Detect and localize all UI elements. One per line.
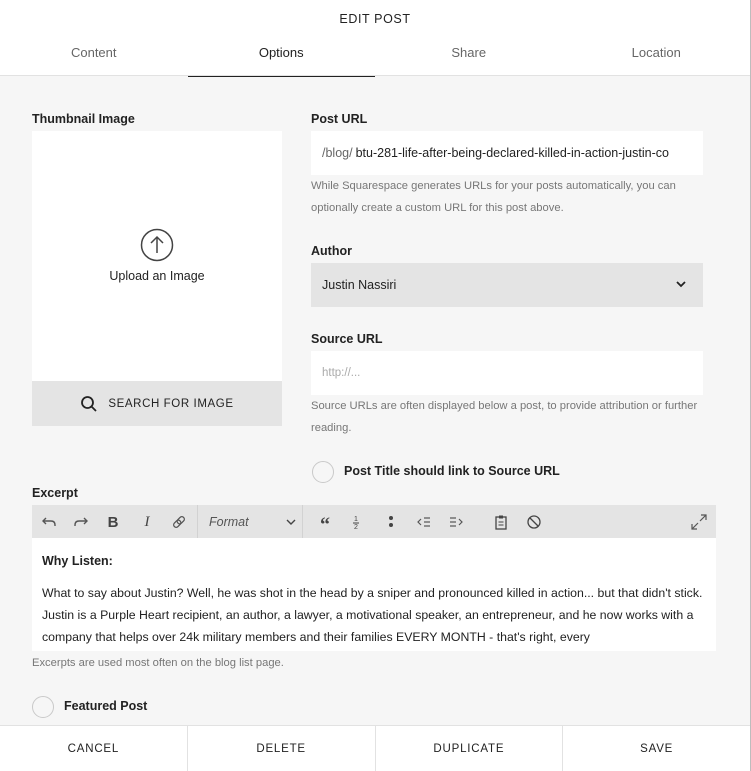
post-url-help: While Squarespace generates URLs for your posts automatically, you can optionally create a custom URL for this post above. <box>311 180 676 214</box>
excerpt-editor[interactable] <box>32 538 716 651</box>
tab-share[interactable]: Share <box>451 45 487 60</box>
author-label: Author <box>311 244 352 258</box>
excerpt-toolbar <box>32 505 716 538</box>
excerpt-help: Excerpts are used most often on the blog list page. <box>32 657 284 669</box>
author-select[interactable] <box>311 263 703 307</box>
upload-image-text: Upload an Image <box>109 269 205 283</box>
dialog-footer <box>0 725 750 771</box>
search-for-image-button[interactable] <box>32 381 282 426</box>
post-url-field[interactable] <box>311 131 703 175</box>
thumbnail-label: Thumbnail Image <box>32 112 135 126</box>
undo-icon[interactable] <box>40 513 58 531</box>
thumbnail-upload-area[interactable] <box>32 131 282 381</box>
source-url-help: Source URLs are often displayed below a post, to provide attribution or further reading. <box>311 400 698 434</box>
tab-location[interactable]: Location <box>631 45 681 60</box>
paste-clipboard-icon[interactable] <box>492 513 510 531</box>
tab-content[interactable]: Content <box>70 45 117 60</box>
tab-bar <box>0 36 750 76</box>
outdent-icon[interactable] <box>415 513 433 531</box>
blockquote-icon[interactable]: “ <box>320 514 330 536</box>
dialog-header <box>0 0 750 76</box>
format-select[interactable] <box>197 505 302 538</box>
dialog-title: EDIT POST <box>339 12 411 26</box>
link-icon[interactable] <box>170 513 188 531</box>
duplicate-button[interactable]: DUPLICATE <box>376 726 564 771</box>
post-url-value: btu-281-life-after-being-declared-killed-in-action-justin-co <box>355 146 669 160</box>
link-to-source-radio[interactable] <box>312 461 334 483</box>
chevron-down-icon <box>675 278 687 290</box>
format-select-label: Format <box>209 514 249 529</box>
excerpt-label: Excerpt <box>32 486 78 500</box>
svg-text:2: 2 <box>354 524 358 530</box>
redo-icon[interactable] <box>72 513 90 531</box>
toolbar-divider <box>302 505 303 538</box>
excerpt-body: What to say about Justin? Well, he was shot in the head by a sniper and pronounced killed in action... but that didn't stick. Justin is a Purple Heart recipient, an author, a lawyer, a motivational speaker, an entrepreneur, and he now works with a company that helps over 24k military members and their families EVERY MONTH - that's right, every <box>42 586 703 644</box>
tab-options[interactable]: Options <box>188 36 376 76</box>
svg-text:1: 1 <box>354 516 358 523</box>
source-url-label: Source URL <box>311 332 383 346</box>
expand-icon[interactable] <box>690 513 708 531</box>
upload-arrow-icon <box>140 228 174 262</box>
delete-button[interactable]: DELETE <box>188 726 376 771</box>
excerpt-heading: Why Listen: <box>42 554 113 568</box>
search-for-image-label: SEARCH FOR IMAGE <box>108 397 234 410</box>
link-to-source-label: Post Title should link to Source URL <box>344 464 560 478</box>
chevron-down-icon <box>286 517 296 527</box>
clear-format-icon[interactable] <box>525 513 543 531</box>
indent-icon[interactable] <box>447 513 465 531</box>
save-button[interactable]: SAVE <box>640 742 674 755</box>
italic-icon[interactable]: I <box>144 513 150 530</box>
bullet-list-icon[interactable] <box>382 513 400 531</box>
author-selected-value: Justin Nassiri <box>322 278 397 292</box>
featured-post-label: Featured Post <box>64 699 148 713</box>
featured-post-radio[interactable] <box>32 696 54 718</box>
bold-icon[interactable]: B <box>107 513 119 531</box>
post-url-label: Post URL <box>311 112 368 126</box>
post-url-prefix: /blog/ <box>322 146 353 160</box>
cancel-button[interactable]: CANCEL <box>0 726 188 771</box>
search-icon <box>80 395 98 413</box>
source-url-input[interactable] <box>311 351 703 395</box>
numbered-list-icon[interactable] <box>348 513 366 531</box>
